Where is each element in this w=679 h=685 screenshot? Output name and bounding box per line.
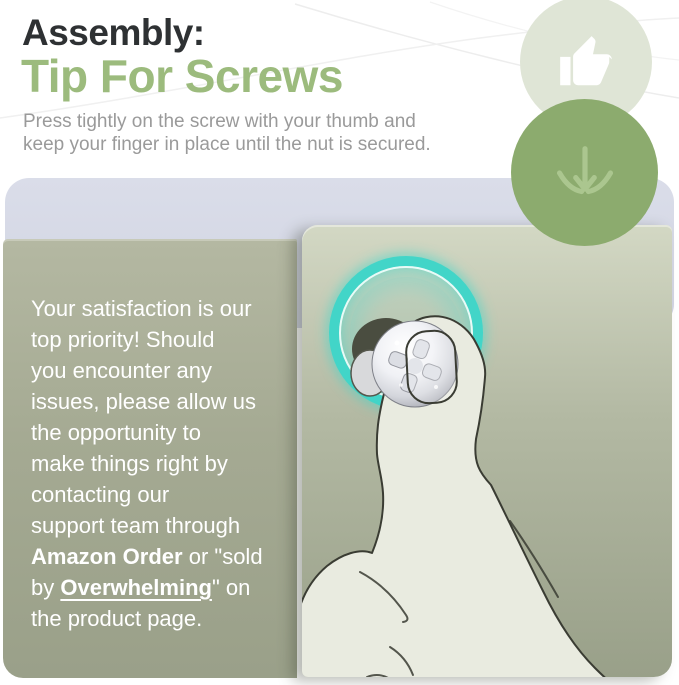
support-note-line	[31, 541, 289, 572]
support-note-line	[31, 603, 289, 634]
support-note-text: issues, please allow us	[31, 389, 257, 414]
support-note-line	[31, 386, 289, 417]
left-sage-panel	[3, 239, 297, 678]
page-title: Tip For Screws	[21, 50, 343, 102]
support-note-line	[31, 479, 289, 510]
support-note-highlight: Overwhelming	[60, 575, 212, 600]
support-note-line	[31, 324, 289, 355]
support-note-highlight: Amazon Order	[31, 544, 183, 569]
page-description	[23, 110, 431, 156]
support-note-line	[31, 417, 289, 448]
finger-pressing-screw-illustration	[302, 225, 672, 677]
thumbs-up-icon	[555, 31, 617, 93]
page-kicker: Assembly:	[22, 12, 205, 53]
support-note-text: Your satisfaction is our	[31, 296, 252, 321]
description-line: Press tightly on the screw with your thumb and	[23, 111, 416, 132]
support-note-text: or "sold	[182, 544, 263, 569]
support-note-text: the product page.	[31, 606, 203, 631]
support-note-line	[31, 293, 289, 324]
support-note-text: the opportunity to	[31, 420, 202, 445]
press-down-arrow-icon	[548, 136, 622, 210]
support-note-line	[31, 355, 289, 386]
support-note-text: " on	[211, 575, 251, 600]
badge-circle-green	[511, 99, 658, 246]
support-note-text: top priority! Should	[31, 327, 215, 352]
support-note-line	[31, 448, 289, 479]
support-note-text: by	[31, 575, 61, 600]
support-note-line	[31, 572, 289, 603]
support-note-line	[31, 510, 289, 541]
support-note-text: you encounter any	[31, 358, 213, 383]
support-note-text: make things right by	[31, 451, 228, 476]
description-line: keep your finger in place until the nut is secured.	[23, 134, 431, 155]
right-illustration-panel	[302, 225, 672, 677]
support-note-text: contacting our	[31, 482, 170, 507]
fingernail-outline	[405, 330, 458, 404]
support-note	[31, 293, 289, 634]
support-note-text: support team through	[31, 513, 241, 538]
